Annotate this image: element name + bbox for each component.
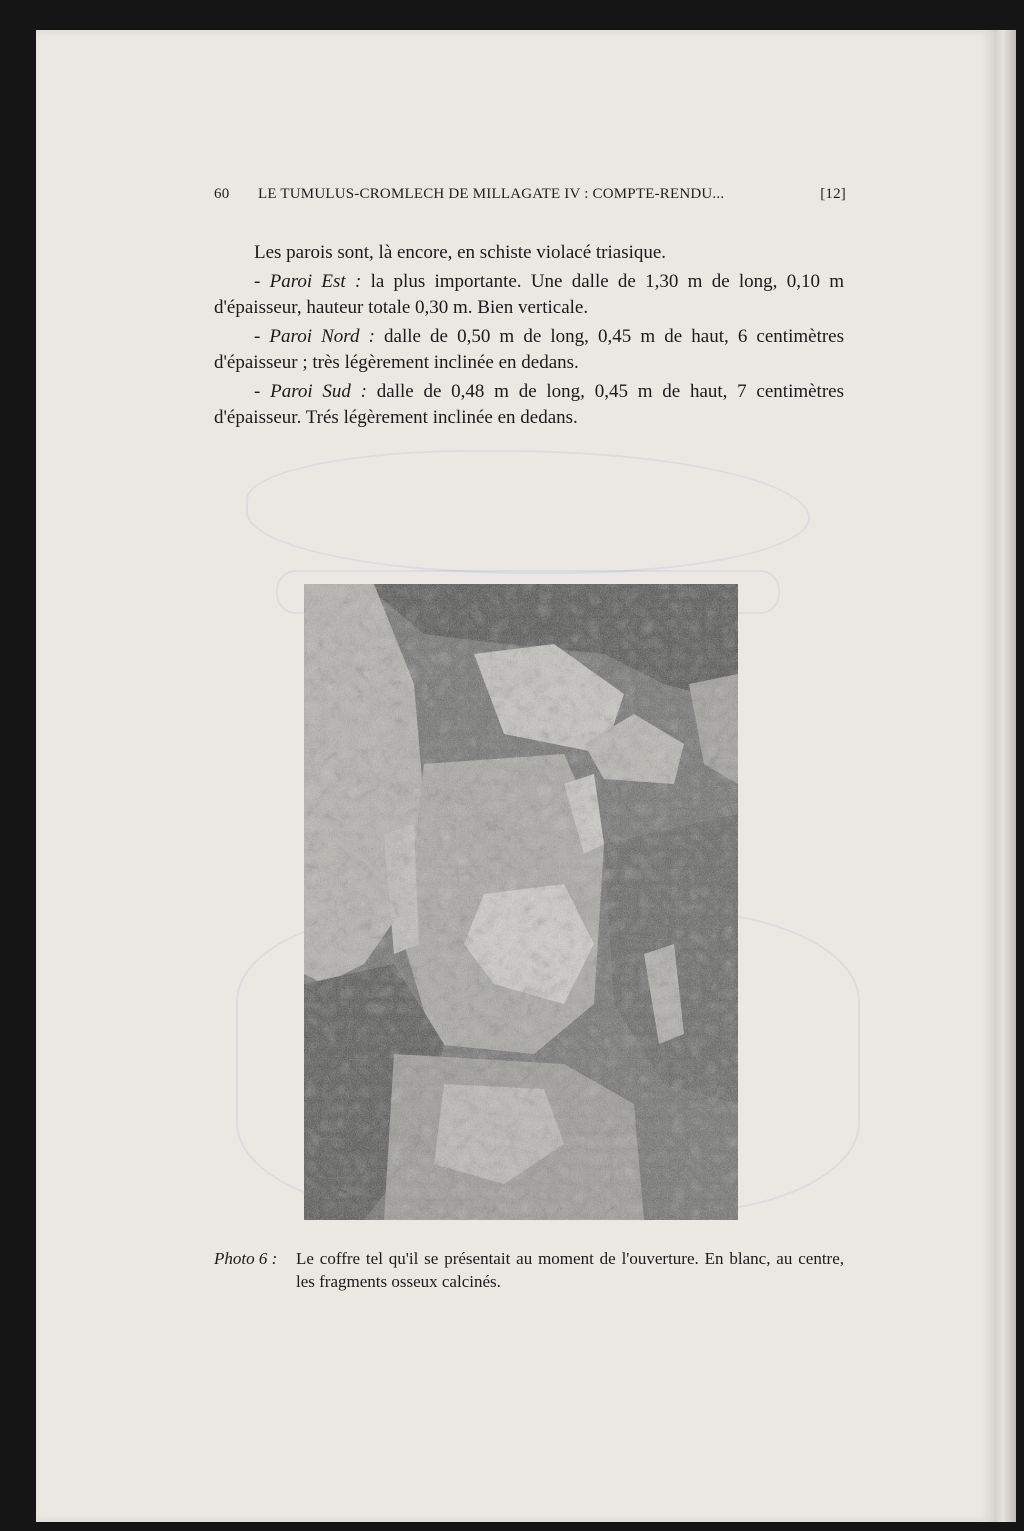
- page-number: 60: [214, 186, 230, 202]
- paragraph-lead: - Paroi Nord :: [254, 326, 375, 347]
- paragraph-lead: - Paroi Est :: [254, 271, 362, 292]
- caption-label: Photo 6 :: [214, 1249, 278, 1268]
- body-text: [214, 240, 844, 434]
- paragraph-lead: - Paroi Sud :: [254, 381, 368, 402]
- section-number: [12]: [820, 186, 846, 202]
- running-head: [214, 186, 846, 210]
- paragraph-text: dalle de 0,48 m de long, 0,45 m de haut, 7 centimètres d'épaisseur. Trés légèrement inclinée en dedans.: [214, 381, 844, 428]
- next-page-edge: [994, 30, 1016, 1522]
- paragraph: [214, 240, 844, 266]
- excavation-photo: [304, 584, 738, 1220]
- paragraph-text: dalle de 0,50 m de long, 0,45 m de haut, 6 centimètres d'épaisseur ; très légèrement inclinée en dedans.: [214, 326, 844, 373]
- paragraph: [214, 379, 844, 431]
- paragraph: [214, 269, 844, 321]
- running-title: LE TUMULUS-CROMLECH DE MILLAGATE IV : COMPTE-RENDU...: [258, 186, 725, 202]
- photo-6: [304, 584, 738, 1220]
- paragraph: [214, 324, 844, 376]
- caption-text: Le coffre tel qu'il se présentait au moment de l'ouverture. En blanc, au centre, les fragments osseux calcinés.: [296, 1249, 844, 1291]
- photo-caption: [214, 1247, 844, 1293]
- paragraph-text: la plus importante. Une dalle de 1,30 m de long, 0,10 m d'épaisseur, hauteur totale 0,30 m. Bien verticale.: [214, 271, 844, 318]
- paragraph-text: Les parois sont, là encore, en schiste violacé triasique.: [254, 242, 667, 263]
